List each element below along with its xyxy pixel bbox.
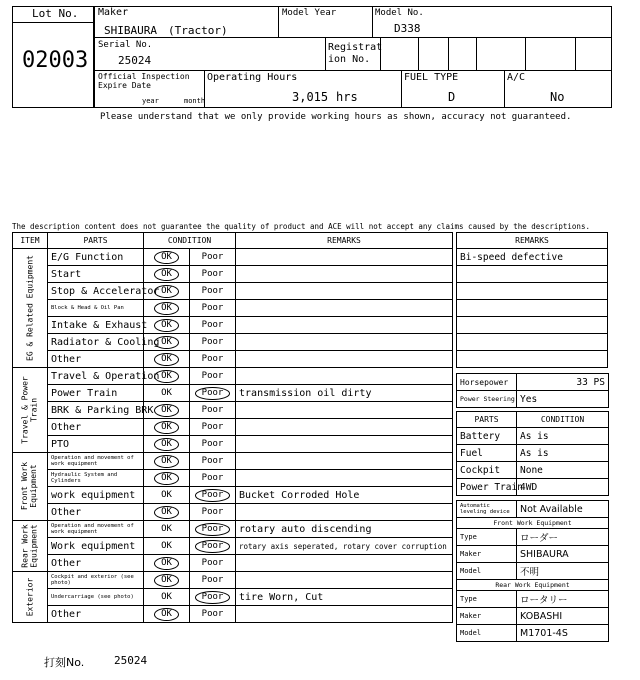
- parts-row: [457, 445, 609, 462]
- ac-value: No: [550, 90, 565, 104]
- front-equipment-title: Front Work Equipment: [457, 518, 609, 529]
- rear-equipment-title: Rear Work Equipment: [457, 580, 609, 591]
- table-row: [13, 368, 453, 385]
- hours-value: 3,015: [292, 90, 329, 104]
- condition-poor: [190, 385, 236, 402]
- poor-mark: Poor: [201, 507, 224, 517]
- poor-mark: Poor: [201, 473, 224, 483]
- serial-value: 25024: [118, 54, 152, 67]
- poor-mark: Poor: [201, 354, 224, 364]
- ok-mark: OK: [154, 336, 179, 349]
- item-group-label: Front Work Equipment: [20, 461, 38, 511]
- maker-label: Maker: [98, 7, 129, 18]
- remark-cell: Bucket Corroded Hole: [236, 487, 453, 504]
- poor-mark: Poor: [195, 591, 231, 604]
- poor-mark: Poor: [201, 575, 224, 585]
- condition-poor: [190, 436, 236, 453]
- ok-mark: OK: [154, 285, 179, 298]
- part-label: Battery: [457, 428, 517, 445]
- remark-cell: [236, 334, 453, 351]
- remark-cell: [236, 606, 453, 623]
- front-equipment-row: [457, 529, 609, 546]
- ok-mark: OK: [161, 541, 172, 551]
- condition-poor: [190, 249, 236, 266]
- part-name: Block & Head & Oil Pan: [48, 300, 144, 317]
- condition-ok: [144, 606, 190, 623]
- rear-equipment-label: Maker: [457, 608, 517, 625]
- front-equipment-title-row: [457, 518, 609, 529]
- part-name: work equipment: [48, 487, 144, 504]
- condition-poor: [190, 470, 236, 487]
- condition-poor: [190, 334, 236, 351]
- condition-poor: [190, 453, 236, 470]
- table-row: [13, 572, 453, 589]
- rear-equipment-value: M1701-4S: [517, 625, 609, 642]
- condition-ok: [144, 470, 190, 487]
- remarks-line: [457, 317, 608, 334]
- table-row: [13, 317, 453, 334]
- part-name: Other: [48, 351, 144, 368]
- ok-mark: OK: [154, 472, 179, 485]
- ok-mark: OK: [154, 404, 179, 417]
- ok-mark: OK: [154, 608, 179, 621]
- remark-cell: [236, 436, 453, 453]
- stamp-no-value: 25024: [114, 654, 148, 667]
- part-condition: As is: [517, 428, 609, 445]
- condition-ok: [144, 453, 190, 470]
- notice-text: Please understand that we only provide working hours as shown, accuracy not guaranteed.: [100, 112, 572, 122]
- front-equipment-value: 不明: [517, 563, 609, 580]
- rear-equipment-value: KOBASHI: [517, 608, 609, 625]
- parts-header: PARTS: [457, 412, 517, 428]
- remark-cell: [236, 572, 453, 589]
- condition-ok: [144, 419, 190, 436]
- remark-cell: [236, 453, 453, 470]
- serial-label: Serial No.: [98, 40, 153, 50]
- remark-cell: [236, 504, 453, 521]
- header-parts: PARTS: [48, 233, 144, 249]
- part-label: Power Train: [457, 479, 517, 496]
- remark-cell: tire Worn, Cut: [236, 589, 453, 606]
- remark-cell: transmission oil dirty: [236, 385, 453, 402]
- table-row: [13, 436, 453, 453]
- part-name: Other: [48, 419, 144, 436]
- table-row: [13, 266, 453, 283]
- poor-mark: Poor: [201, 371, 224, 381]
- rear-equipment-label: Type: [457, 591, 517, 608]
- table-row: [13, 470, 453, 487]
- part-condition: As is: [517, 445, 609, 462]
- ok-mark: OK: [161, 490, 172, 500]
- ok-mark: OK: [161, 388, 172, 398]
- part-name: Power Train: [48, 385, 144, 402]
- maker-value: SHIBAURA (Tractor): [104, 24, 228, 37]
- table-row: [13, 606, 453, 623]
- rear-equipment-title-row: [457, 580, 609, 591]
- poor-mark: Poor: [201, 320, 224, 330]
- front-equipment-label: Model: [457, 563, 517, 580]
- part-name: Travel & Operation: [48, 368, 144, 385]
- remark-cell: [236, 402, 453, 419]
- rear-equipment-row: [457, 625, 609, 642]
- part-name: Operation and movement of work equipment: [48, 453, 144, 470]
- ok-mark: OK: [161, 524, 172, 534]
- poor-mark: Poor: [201, 269, 224, 279]
- header-condition: CONDITION: [144, 233, 236, 249]
- parts-row: [457, 462, 609, 479]
- remarks-header-row: [457, 233, 608, 249]
- year-label: year: [142, 97, 159, 105]
- condition-poor: [190, 606, 236, 623]
- ok-mark: OK: [154, 353, 179, 366]
- condition-poor: [190, 351, 236, 368]
- condition-poor: [190, 572, 236, 589]
- condition-ok: [144, 538, 190, 555]
- condition-ok: [144, 351, 190, 368]
- part-condition: 4WD: [517, 479, 609, 496]
- table-row: [13, 385, 453, 402]
- condition-ok: [144, 266, 190, 283]
- ok-mark: OK: [154, 421, 179, 434]
- table-row: [13, 538, 453, 555]
- front-equipment-label: Maker: [457, 546, 517, 563]
- remarks-row: [457, 266, 608, 283]
- model-no-value: D338: [394, 22, 421, 35]
- condition-ok: [144, 589, 190, 606]
- table-row: [13, 249, 453, 266]
- part-name: Operation and movement of work equipment: [48, 521, 144, 538]
- horsepower-label: Horsepower: [457, 374, 517, 391]
- condition-poor: [190, 266, 236, 283]
- ok-mark: OK: [154, 319, 179, 332]
- condition-poor: [190, 402, 236, 419]
- condition-ok: [144, 504, 190, 521]
- poor-mark: Poor: [195, 523, 231, 536]
- table-row: [13, 402, 453, 419]
- remarks-line: [457, 334, 608, 351]
- condition-ok: [144, 487, 190, 504]
- fuel-value: D: [448, 90, 456, 104]
- disclaimer-text: The description content does not guarantee the quality of product and ACE will not accept any claims caused by the descriptions.: [12, 222, 590, 231]
- remark-cell: [236, 283, 453, 300]
- part-name: Radiator & Cooling: [48, 334, 144, 351]
- part-name: BRK & Parking BRK: [48, 402, 144, 419]
- model-no-label: Model No.: [375, 8, 424, 18]
- condition-poor: [190, 521, 236, 538]
- ok-mark: OK: [154, 268, 179, 281]
- power-steering-value: Yes: [517, 391, 609, 408]
- rear-equipment-row: [457, 591, 609, 608]
- poor-mark: Poor: [201, 558, 224, 568]
- ok-mark: OK: [154, 251, 179, 264]
- table-row: [13, 300, 453, 317]
- condition-ok: [144, 317, 190, 334]
- power-steering-row: [457, 391, 609, 408]
- condition-ok: [144, 385, 190, 402]
- auto-leveling-value: Not Available: [517, 501, 609, 518]
- condition-ok: [144, 521, 190, 538]
- remark-cell: [236, 300, 453, 317]
- remarks-line: [457, 266, 608, 283]
- poor-mark: Poor: [201, 337, 224, 347]
- power-steering-label: Power Steering: [457, 391, 517, 408]
- condition-poor: [190, 504, 236, 521]
- poor-mark: Poor: [201, 422, 224, 432]
- ok-mark: OK: [154, 438, 179, 451]
- poor-mark: Poor: [201, 609, 224, 619]
- condition-poor: [190, 368, 236, 385]
- part-name: E/G Function: [48, 249, 144, 266]
- ok-mark: OK: [154, 455, 179, 468]
- condition-ok: [144, 555, 190, 572]
- item-group-label: Travel & Power Train: [20, 375, 38, 444]
- part-label: Cockpit: [457, 462, 517, 479]
- table-row: [13, 283, 453, 300]
- poor-mark: Poor: [201, 456, 224, 466]
- poor-mark: Poor: [195, 489, 231, 502]
- condition-ok: [144, 436, 190, 453]
- part-name: Hydraulic System and Cylinders: [48, 470, 144, 487]
- table-row: [13, 453, 453, 470]
- remarks-line: [457, 283, 608, 300]
- ok-mark: OK: [154, 574, 179, 587]
- remarks-row: [457, 351, 608, 368]
- poor-mark: Poor: [201, 286, 224, 296]
- condition-poor: [190, 317, 236, 334]
- remark-cell: [236, 249, 453, 266]
- remark-cell: [236, 470, 453, 487]
- condition-poor: [190, 589, 236, 606]
- part-name: Cockpit and exterior (see photo): [48, 572, 144, 589]
- remark-cell: [236, 351, 453, 368]
- condition-ok: [144, 249, 190, 266]
- part-name: Stop & Accelerator: [48, 283, 144, 300]
- rear-equipment-value: ロータリー: [517, 591, 609, 608]
- condition-header: CONDITION: [517, 412, 609, 428]
- ok-mark: OK: [154, 302, 179, 315]
- table-header-row: [13, 233, 453, 249]
- table-row: [13, 351, 453, 368]
- month-label: month: [184, 97, 206, 105]
- condition-ok: [144, 572, 190, 589]
- header-remarks: REMARKS: [236, 233, 453, 249]
- table-row: [13, 521, 453, 538]
- spec-table: [456, 373, 609, 408]
- condition-ok: [144, 300, 190, 317]
- poor-mark: Poor: [201, 405, 224, 415]
- part-condition: None: [517, 462, 609, 479]
- hours-label: Operating Hours: [207, 72, 298, 83]
- part-name: Work equipment: [48, 538, 144, 555]
- table-row: [13, 504, 453, 521]
- remarks-line: [457, 351, 608, 368]
- poor-mark: Poor: [201, 303, 224, 313]
- table-row: [13, 487, 453, 504]
- condition-table: [12, 232, 453, 623]
- parts-row: [457, 479, 609, 496]
- front-equipment-row: [457, 563, 609, 580]
- condition-poor: [190, 555, 236, 572]
- ok-mark: OK: [154, 370, 179, 383]
- poor-mark: Poor: [195, 540, 231, 553]
- parts-table: [456, 411, 609, 496]
- remark-cell: [236, 419, 453, 436]
- model-year-label: Model Year: [282, 8, 337, 18]
- parts-header-row: [457, 412, 609, 428]
- front-equipment-row: [457, 546, 609, 563]
- item-group-label: Rear Work Equipment: [20, 523, 38, 568]
- poor-mark: Poor: [195, 387, 231, 400]
- part-name: Intake & Exhaust: [48, 317, 144, 334]
- part-name: Other: [48, 606, 144, 623]
- remark-cell: [236, 266, 453, 283]
- condition-poor: [190, 419, 236, 436]
- part-name: Start: [48, 266, 144, 283]
- rear-equipment-label: Model: [457, 625, 517, 642]
- part-name: Other: [48, 504, 144, 521]
- hours-unit: hrs: [336, 90, 358, 104]
- item-group-label: EG & Related Equipment: [24, 254, 34, 361]
- horsepower-row: [457, 374, 609, 391]
- poor-mark: Poor: [201, 252, 224, 262]
- table-row: [13, 334, 453, 351]
- remarks-row: [457, 317, 608, 334]
- stamp-no-label: 打刻No.: [44, 656, 85, 669]
- ok-mark: OK: [161, 592, 172, 602]
- remarks-row: [457, 334, 608, 351]
- item-group-label: Exterior: [24, 577, 34, 616]
- remarks-row: [457, 300, 608, 317]
- front-equipment-label: Type: [457, 529, 517, 546]
- lot-number: 02003: [22, 48, 89, 73]
- poor-mark: Poor: [201, 439, 224, 449]
- auto-leveling-label: Automatic leveling device: [457, 501, 517, 518]
- horsepower-value: 33 PS: [517, 374, 609, 391]
- part-name: Other: [48, 555, 144, 572]
- ac-label: A/C: [507, 72, 526, 83]
- part-label: Fuel: [457, 445, 517, 462]
- condition-poor: [190, 487, 236, 504]
- part-name: Undercarriage (see photo): [48, 589, 144, 606]
- registration-label: Registrat ion No.: [328, 42, 383, 65]
- condition-poor: [190, 538, 236, 555]
- header-item: ITEM: [13, 233, 48, 249]
- equipment-table: [456, 500, 609, 642]
- remark-cell: [236, 317, 453, 334]
- ok-mark: OK: [154, 557, 179, 570]
- condition-poor: [190, 300, 236, 317]
- remark-cell: rotary axis seperated, rotary cover corruption: [236, 538, 453, 555]
- fuel-label: FUEL TYPE: [404, 72, 459, 83]
- table-row: [13, 555, 453, 572]
- remarks-row: [457, 283, 608, 300]
- remark-cell: [236, 368, 453, 385]
- remarks-header: REMARKS: [457, 233, 608, 249]
- remarks-line: Bi-speed defective: [457, 249, 608, 266]
- remark-cell: [236, 555, 453, 572]
- ok-mark: OK: [154, 506, 179, 519]
- table-row: [13, 589, 453, 606]
- parts-row: [457, 428, 609, 445]
- auto-leveling-row: [457, 501, 609, 518]
- remarks-table: [456, 232, 608, 368]
- table-row: [13, 419, 453, 436]
- lot-label: Lot No.: [32, 7, 79, 20]
- remark-cell: rotary auto discending: [236, 521, 453, 538]
- front-equipment-value: SHIBAURA: [517, 546, 609, 563]
- rear-equipment-row: [457, 608, 609, 625]
- remarks-line: [457, 300, 608, 317]
- condition-poor: [190, 283, 236, 300]
- inspection-label: Official Inspection Expire Date: [98, 72, 190, 90]
- front-equipment-value: ローダー: [517, 529, 609, 546]
- remarks-row: [457, 249, 608, 266]
- part-name: PTO: [48, 436, 144, 453]
